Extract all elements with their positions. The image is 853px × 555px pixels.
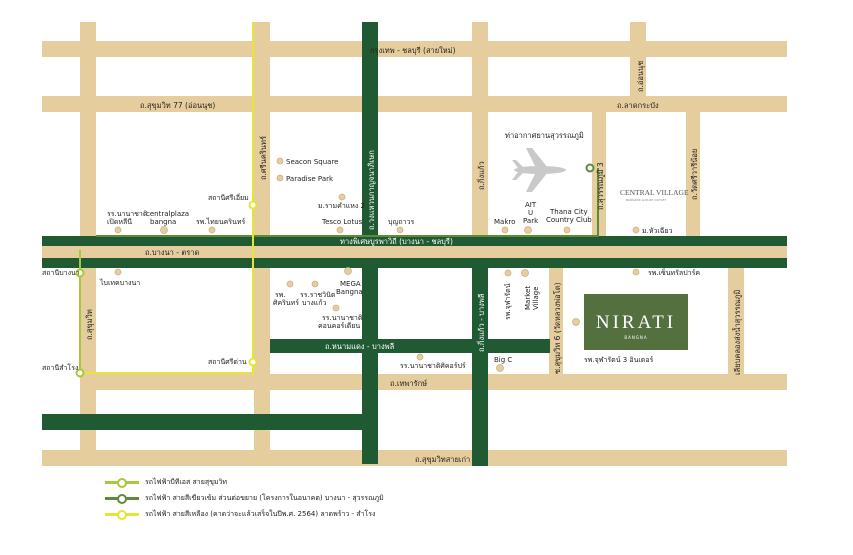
legend-line-icon xyxy=(105,497,139,500)
road-label-outer-ring: ถ.วงแหวนกาญจนาภิเษก xyxy=(367,150,376,230)
station-sriiam xyxy=(250,359,257,366)
place-jumnong-school: รร.นานาชาติศิคอร์ปร์ xyxy=(400,362,466,370)
road-label-bangna-trad: ถ.บางนา - ตราด xyxy=(145,248,200,257)
legend-line-icon xyxy=(105,513,139,516)
station-srinakarin xyxy=(250,202,257,209)
road-label-king-bangplee: ถ.กิ่งแก้ว - บางพลี xyxy=(477,293,486,352)
place-bunthavorn: บุญถาวร xyxy=(388,218,415,226)
road-label-latkrabang: ถ.ลาดกระบัง xyxy=(617,101,659,110)
place-thana-city: Thana City Country Club xyxy=(546,208,592,224)
place-srinakarin-station: สถานีศรีเอี่ยม xyxy=(208,194,249,202)
road-label-namdaeng: ถ.หนามแดง - บางพลี xyxy=(325,342,395,351)
nirati-title: NIRATI xyxy=(595,312,677,333)
airplane-icon xyxy=(512,148,566,192)
place-seacon: Seacon Square xyxy=(286,158,339,166)
place-bigc: Big C xyxy=(494,356,513,364)
road-label-onnut: ถ.อ่อนนุช xyxy=(636,60,645,92)
map-legend xyxy=(105,476,384,524)
place-market-village: MarketVillage xyxy=(524,285,540,310)
place-airport: ท่าอากาศยานสุวรรณภูมิ xyxy=(505,131,584,140)
legend-item-green xyxy=(105,492,384,505)
legend-label: รถไฟฟ้า สายสีเหลือง (คาดว่าจะแล้วเสร็จในปีพ.ศ. 2564) ลาดพร้าว - สำโรง xyxy=(145,510,376,518)
station-suvarnabhumi xyxy=(587,165,594,172)
nirati-subtitle: BANGNA xyxy=(624,335,648,340)
place-chulabhorn: รพ.จุฬารัตน์ 3 อินเตอร์ xyxy=(584,356,654,364)
place-samrong-station: สถานีสำโรง xyxy=(42,364,79,372)
central-village-title: CENTRAL VILLAGE xyxy=(620,188,689,197)
place-central-park-hosp: รพ.เซ็นทรัลปาร์ค xyxy=(648,269,701,277)
road-label-srinakarin: ถ.ศรีนครินทร์ xyxy=(259,136,268,180)
place-rajavinit: รร.ราชวินิตบางแก้ว xyxy=(300,291,336,307)
legend-line-icon xyxy=(105,481,139,484)
place-hua-chiew: ม.หัวเฉียว xyxy=(642,227,673,235)
road-label-siang-khlong: เลียบคลองส่งน้ำสุวรรณภูมิ xyxy=(733,289,742,375)
place-makro: Makro xyxy=(494,218,516,226)
road-label-theparak: ถ.เทพารักษ์ xyxy=(390,379,428,388)
road-label-bkk-chonburi: กรุงเทพ - ชลบุรี (สายใหม่) xyxy=(370,46,456,55)
legend-item-btl xyxy=(105,476,384,489)
road-label-kingkaew: ถ.กิ่งแก้ว xyxy=(477,161,486,190)
road-label-sukhumvit77: ถ.สุขุมวิท 77 (อ่อนนุช) xyxy=(140,101,216,110)
legend-label: รถไฟฟ้าบีทีเอส สายสุขุมวิท xyxy=(145,478,228,486)
road-label-suvarnabhumi3: ถ.สุวรรณภูมิ 3 xyxy=(596,162,605,210)
place-bitec: ไบเทคบางนา xyxy=(100,279,141,287)
place-thainakarin: รพ.ไทยนครินทร์ xyxy=(196,218,246,226)
place-kings-college: รร.นานาชาติคอนคอร์เดียน xyxy=(318,314,363,330)
nirati-project xyxy=(584,294,688,350)
place-bangna-station: สถานีบางนา xyxy=(42,269,80,277)
central-village-subtitle: BANGKOK LUXURY OUTLET xyxy=(626,198,667,202)
road-label-soi-king6: ซ.สุขุมวิท 6 (วัดหลวงพ่อโต) xyxy=(553,282,562,374)
road-label-expressway: ทางพิเศษบูรพาวิถี (บางนา - ชลบุรี) xyxy=(340,237,453,246)
place-tesco: Tesco Lotus xyxy=(322,218,363,226)
legend-label: รถไฟฟ้า สายสีเขียวเข้ม ส่วนต่อขยาย (โครงการในอนาคต) บางนา - สุวรรณภูมิ xyxy=(145,494,384,502)
legend-item-yellow xyxy=(105,508,384,521)
road-label-sukhumvit-old: ถ.สุขุมวิทสายเก่า xyxy=(415,455,471,464)
place-chula-hosp: รพ.จุฬารัตน์ xyxy=(504,283,512,320)
road-label-sukhumvit: ถ.สุขุมวิท xyxy=(85,309,94,340)
place-sriiam-station: สถานีศรีด่าน xyxy=(208,358,247,366)
central-village-logo xyxy=(620,188,689,202)
place-ait: AIT U Park xyxy=(523,201,539,225)
place-mega: MEGA Bangna xyxy=(336,280,363,296)
place-bangna-school: รร.นานาชาติเปิดหลีนี xyxy=(107,210,148,226)
road-label-wat-srivaree: ถ.วัดศรีวารีน้อย xyxy=(690,148,699,200)
place-centralplaza: centralplaza bangna xyxy=(146,210,190,226)
place-ramkham-hosp: รพ.ศิครินทร์ xyxy=(273,291,300,307)
place-ram2: ม.รามคำแหง 2 xyxy=(318,202,365,210)
place-paradise: Paradise Park xyxy=(286,175,334,183)
